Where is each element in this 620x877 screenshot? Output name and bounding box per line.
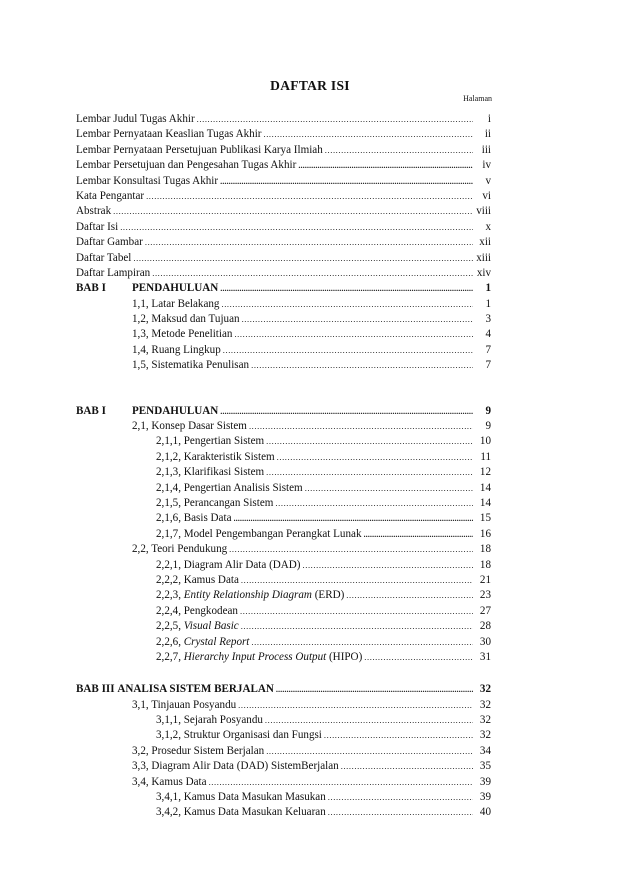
toc-entry-label xyxy=(156,588,344,603)
chapter-title: ANALISA SISTEM BERJALAN xyxy=(117,683,274,696)
toc-entry-page: 3 xyxy=(485,313,491,326)
toc-entry-label: 2,2,2, Kamus Data xyxy=(156,573,239,586)
toc-entry-page: xiii xyxy=(476,251,491,264)
entry-italic-term: Hierarchy Input Process Output xyxy=(183,650,327,663)
toc-entry-label: Lembar Konsultasi Tugas Akhir xyxy=(76,174,219,187)
leader-dots xyxy=(209,775,473,790)
leader-dots xyxy=(234,511,474,526)
leader-dots xyxy=(341,759,473,774)
toc-entry-label: 3,3, Diagram Alir Data (DAD) SistemBerjalan xyxy=(132,760,339,773)
toc-entry-label: 3,4, Kamus Data xyxy=(132,775,207,788)
toc-entry-page: 39 xyxy=(479,775,491,788)
leader-dots xyxy=(251,635,473,650)
leader-dots xyxy=(241,573,473,588)
leader-dots xyxy=(242,312,473,327)
toc-entry-label: 2,1,1, Pengertian Sistem xyxy=(156,435,265,448)
toc-entry-page: 14 xyxy=(479,481,491,494)
toc-entry-publikasi[interactable] xyxy=(76,143,491,158)
toc-entry-page: iv xyxy=(482,159,491,172)
toc-subsection[interactable] xyxy=(76,527,491,542)
toc-entry-label: Daftar Lampiran xyxy=(76,266,151,279)
toc-entry-page: 18 xyxy=(479,558,491,571)
toc-section[interactable] xyxy=(76,542,491,557)
entry-italic-term: Crystal Report xyxy=(183,635,250,648)
toc-entry-label: 2,2, Teori Pendukung xyxy=(132,543,228,556)
entry-italic-term: Visual Basic xyxy=(183,620,239,633)
toc-chapter-1[interactable] xyxy=(76,281,491,296)
toc-entry-label: 3,4,2, Kamus Data Masukan Keluaran xyxy=(156,806,326,819)
leader-dots xyxy=(220,174,473,189)
toc-entry-page: 32 xyxy=(479,714,491,727)
leader-dots xyxy=(325,143,473,158)
leader-dots xyxy=(238,698,473,713)
leader-dots xyxy=(263,127,473,142)
leader-dots xyxy=(265,713,473,728)
toc-entry-page: 16 xyxy=(479,527,491,540)
toc-chapter-3[interactable] xyxy=(76,682,491,697)
toc-subsection[interactable] xyxy=(76,604,491,619)
toc-entry-label: 2,1,4, Pengertian Analisis Sistem xyxy=(156,481,303,494)
toc-entry-label: 2,2,4, Pengkodean xyxy=(156,604,238,617)
leader-dots xyxy=(303,558,474,573)
toc-entry-label: 1,5, Sistematika Penulisan xyxy=(132,359,250,372)
toc-subsection[interactable] xyxy=(76,635,491,650)
toc-entry-daftar-lampiran[interactable] xyxy=(76,266,491,281)
leader-dots xyxy=(120,220,473,235)
entry-number: 2,2,5, xyxy=(156,620,181,633)
toc-entry-page: 32 xyxy=(479,729,491,742)
toc-entry-daftar-gambar[interactable] xyxy=(76,235,491,250)
page-title: DAFTAR ISI xyxy=(270,78,350,93)
toc-entry-label: Daftar Gambar xyxy=(76,236,143,249)
toc-subsection[interactable] xyxy=(76,558,491,573)
toc-section[interactable] xyxy=(76,698,491,713)
leader-dots xyxy=(152,266,473,281)
toc-subsection[interactable] xyxy=(76,573,491,588)
toc-entry-pengesahan[interactable] xyxy=(76,158,491,173)
toc-entry-page: 1 xyxy=(485,297,491,310)
toc-entry-label: 3,1, Tinjauan Posyandu xyxy=(132,698,237,711)
leader-dots xyxy=(328,805,473,820)
toc-entry-label: 1,1, Latar Belakang xyxy=(132,297,220,310)
chapter-code: BAB III xyxy=(76,683,115,696)
toc-section[interactable] xyxy=(76,744,491,759)
toc-entry-page: x xyxy=(485,220,491,233)
entry-number: 2,2,6, xyxy=(156,635,181,648)
toc-entry-page: 14 xyxy=(479,496,491,509)
toc-entry-page: 21 xyxy=(479,573,491,586)
leader-dots xyxy=(277,450,473,465)
toc-entry-page: 10 xyxy=(479,435,491,448)
leader-dots xyxy=(220,404,473,419)
leader-dots xyxy=(197,112,473,127)
toc-entry-label: 2,1, Konsep Dasar Sistem xyxy=(132,420,247,433)
toc-entry-page: 31 xyxy=(479,650,491,663)
entry-number: 2,2,3, xyxy=(156,589,181,602)
toc-entry-page: viii xyxy=(476,205,491,218)
chapter-page: 1 xyxy=(485,282,491,295)
toc-entry-page: 28 xyxy=(479,620,491,633)
leader-dots xyxy=(251,358,473,373)
chapter-code: BAB I xyxy=(76,404,106,417)
toc-entry-page: 11 xyxy=(480,450,491,463)
toc-entry-page: 40 xyxy=(479,806,491,819)
toc-entry-page: 32 xyxy=(479,698,491,711)
toc-entry-label: 3,1,1, Sejarah Posyandu xyxy=(156,714,263,727)
toc-subsection[interactable] xyxy=(76,496,491,511)
entry-italic-term: Entity Relationship Diagram xyxy=(183,589,312,602)
toc-entry-judul[interactable] xyxy=(76,112,491,127)
leader-dots xyxy=(234,327,473,342)
toc-subsection[interactable] xyxy=(76,588,491,603)
toc-entry-page: iii xyxy=(481,143,491,156)
leader-dots xyxy=(346,588,473,603)
toc-entry-label: 3,4,1, Kamus Data Masukan Masukan xyxy=(156,791,326,804)
toc-section[interactable] xyxy=(76,327,491,342)
toc-section[interactable] xyxy=(76,759,491,774)
toc-entry-label: Daftar Tabel xyxy=(76,251,132,264)
leader-dots xyxy=(241,619,473,634)
leader-dots xyxy=(364,650,473,665)
toc-entry-page: 23 xyxy=(479,589,491,602)
toc-subsection[interactable] xyxy=(76,619,491,634)
toc-entry-page: ii xyxy=(484,128,491,141)
toc-entry-page: 12 xyxy=(479,466,491,479)
chapter-page: 9 xyxy=(485,404,491,417)
toc-entry-label xyxy=(156,635,249,650)
toc-entry-keaslian[interactable] xyxy=(76,127,491,142)
toc-entry-label: 2,1,2, Karakteristik Sistem xyxy=(156,450,275,463)
chapter-title: PENDAHULUAN xyxy=(132,282,219,295)
chapter-code: BAB I xyxy=(76,282,106,295)
leader-dots xyxy=(275,496,473,511)
entry-suffix: (HIPO) xyxy=(328,650,363,663)
leader-dots xyxy=(328,790,473,805)
toc-chapter-2[interactable] xyxy=(76,404,491,419)
page-column-header: Halaman xyxy=(463,94,492,103)
toc-entry-label: 2,1,5, Perancangan Sistem xyxy=(156,496,274,509)
toc-section[interactable] xyxy=(76,775,491,790)
toc-entry-page: 35 xyxy=(479,760,491,773)
leader-dots xyxy=(113,204,473,219)
toc-entry-label: 2,1,3, Klarifikasi Sistem xyxy=(156,466,265,479)
toc-entry-page: 34 xyxy=(479,744,491,757)
toc-entry-konsultasi[interactable] xyxy=(76,174,491,189)
leader-dots xyxy=(223,343,473,358)
chapter-page: 32 xyxy=(479,683,491,696)
toc-entry-abstrak[interactable] xyxy=(76,204,491,219)
toc-entry-label xyxy=(156,619,239,634)
toc-subsection[interactable] xyxy=(76,511,491,526)
toc-entry-label: 3,1,2, Struktur Organisasi dan Fungsi xyxy=(156,729,322,742)
toc-entry-page: vi xyxy=(482,189,491,202)
toc-entry-page: 9 xyxy=(485,420,491,433)
table-of-contents xyxy=(76,112,491,821)
toc-entry-label: Abstrak xyxy=(76,205,112,218)
toc-section[interactable] xyxy=(76,419,491,434)
leader-dots xyxy=(305,481,473,496)
leader-dots xyxy=(324,728,473,743)
toc-section[interactable] xyxy=(76,312,491,327)
toc-entry-label: 1,4, Ruang Lingkup xyxy=(132,343,221,356)
leader-dots xyxy=(266,744,473,759)
leader-dots xyxy=(266,434,473,449)
toc-entry-label: 2,1,7, Model Pengembangan Perangkat Lunak xyxy=(156,527,362,540)
toc-entry-page: i xyxy=(487,113,491,125)
toc-entry-page: xii xyxy=(479,236,491,249)
leader-dots xyxy=(240,604,473,619)
toc-entry-page: 39 xyxy=(479,791,491,804)
toc-subsection[interactable] xyxy=(76,805,491,820)
toc-entry-daftar-tabel[interactable] xyxy=(76,251,491,266)
toc-entry-page: 27 xyxy=(479,604,491,617)
toc-subsection[interactable] xyxy=(76,728,491,743)
toc-entry-label: 2,1,6, Basis Data xyxy=(156,512,232,525)
toc-entry-label: 1,2, Maksud dan Tujuan xyxy=(132,313,240,326)
toc-section[interactable] xyxy=(76,343,491,358)
toc-entry-page: 30 xyxy=(479,635,491,648)
toc-entry-label xyxy=(156,650,362,665)
toc-entry-label: Lembar Pernyataan Persetujuan Publikasi Karya Ilmiah xyxy=(76,143,323,156)
leader-dots xyxy=(276,682,473,697)
leader-dots xyxy=(229,542,473,557)
toc-entry-label: 3,2, Prosedur Sistem Berjalan xyxy=(132,744,265,757)
toc-entry-kata-pengantar[interactable] xyxy=(76,189,491,204)
toc-entry-label: 2,2,1, Diagram Alir Data (DAD) xyxy=(156,558,301,571)
toc-subsection[interactable] xyxy=(76,465,491,480)
toc-entry-label: Kata Pengantar xyxy=(76,189,145,202)
leader-dots xyxy=(298,158,473,173)
toc-entry-label: Lembar Persetujuan dan Pengesahan Tugas Akhir xyxy=(76,159,297,172)
toc-section[interactable] xyxy=(76,358,491,373)
toc-entry-label: Lembar Judul Tugas Akhir xyxy=(76,113,195,125)
toc-entry-page: v xyxy=(485,174,491,187)
entry-number: 2,2,7, xyxy=(156,650,181,663)
toc-entry-page: 7 xyxy=(485,359,491,372)
leader-dots xyxy=(249,419,473,434)
entry-suffix: (ERD) xyxy=(314,589,345,602)
toc-subsection[interactable] xyxy=(76,481,491,496)
leader-dots xyxy=(133,251,473,266)
leader-dots xyxy=(266,465,473,480)
toc-entry-page: 4 xyxy=(485,328,491,341)
leader-dots xyxy=(220,281,473,296)
leader-dots xyxy=(146,189,473,204)
toc-entry-page: xiv xyxy=(476,266,491,279)
toc-section[interactable] xyxy=(76,297,491,312)
toc-entry-page: 7 xyxy=(485,343,491,356)
toc-entry-label: Daftar Isi xyxy=(76,220,119,233)
toc-entry-page: 18 xyxy=(479,543,491,556)
leader-dots xyxy=(364,527,474,542)
toc-subsection[interactable] xyxy=(76,450,491,465)
toc-entry-label: 1,3, Metode Penelitian xyxy=(132,328,233,341)
leader-dots xyxy=(221,297,473,312)
toc-subsection[interactable] xyxy=(76,790,491,805)
toc-entry-daftar-isi[interactable] xyxy=(76,220,491,235)
toc-entry-page: 15 xyxy=(479,512,491,525)
leader-dots xyxy=(145,235,473,250)
toc-subsection[interactable] xyxy=(76,713,491,728)
chapter-title: PENDAHULUAN xyxy=(132,404,219,417)
toc-entry-label: Lembar Pernyataan Keaslian Tugas Akhir xyxy=(76,128,262,141)
toc-subsection[interactable] xyxy=(76,434,491,449)
toc-subsection[interactable] xyxy=(76,650,491,665)
